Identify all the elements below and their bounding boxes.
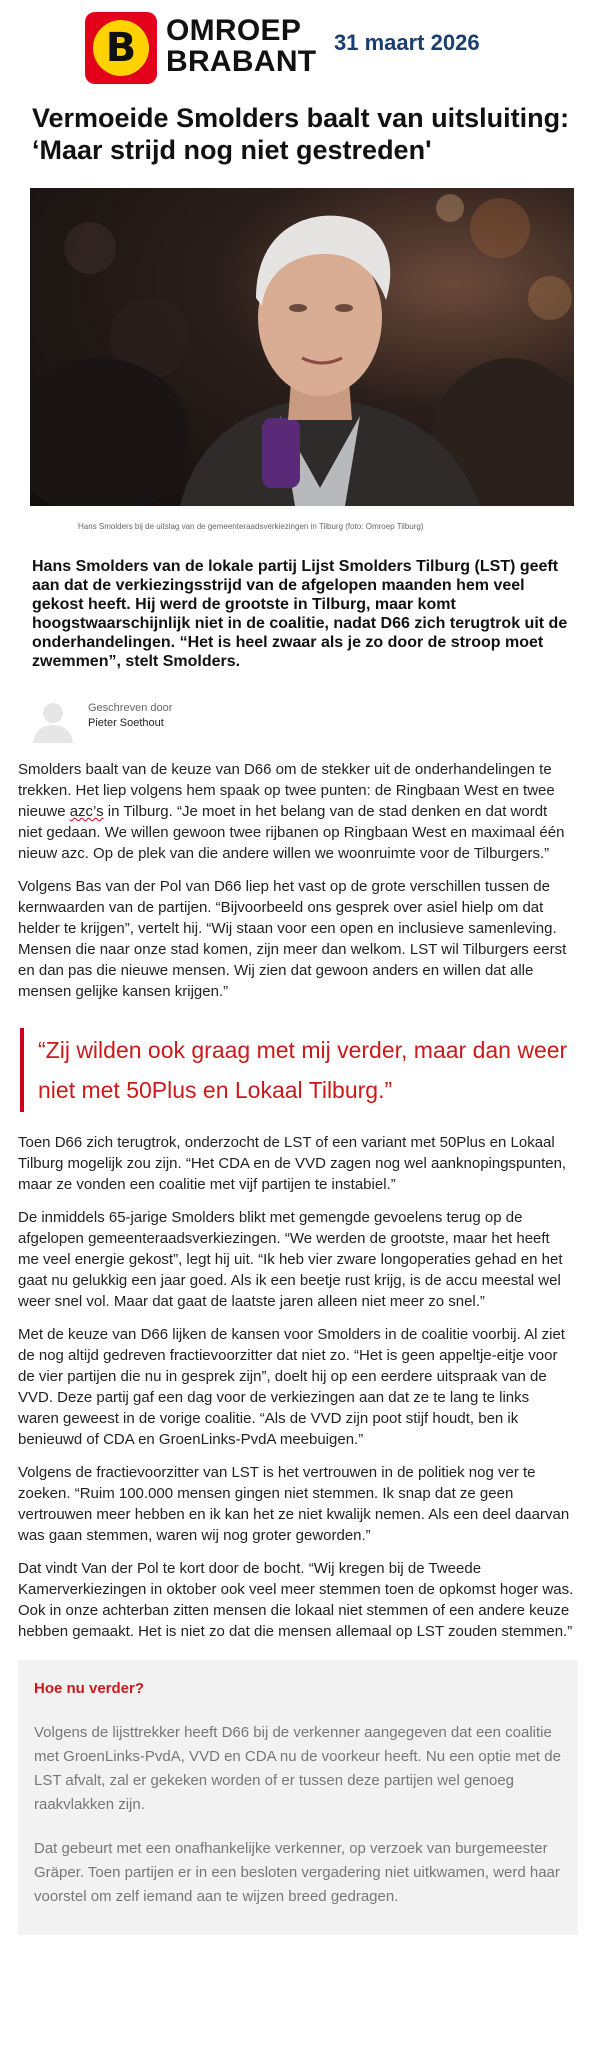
info-box-paragraph-1: Volgens de lijsttrekker heeft D66 bij de verkenner aangegeven dat een coalitie met GroenLinks-PvdA, VVD en CDA nu de voorkeur heeft. Nu een optie met de LST afvalt, zal er gekeken worden of er tussen deze partijen wel genoeg raakvlakken zijn.: [34, 1724, 561, 1813]
headline-line-1: Vermoeide Smolders baalt van uitsluiting:: [32, 103, 570, 133]
author-meta: [88, 701, 172, 731]
portrait-illustration: [30, 188, 574, 506]
photo-caption: Hans Smolders bij de uitslag van de gemeenteraadsverkiezingen in Tilburg (foto: Omroep Tilburg): [78, 522, 424, 531]
masthead: [0, 0, 604, 88]
body-paragraph-2: Volgens Bas van der Pol van D66 liep het vast op de grote verschillen tussen de kernwaarden van de partijen. “Bijvoorbeeld ons gesprek over asiel hielp om dat helder te krijgen”, vertelt hij. “Wij staan voor een open en inclusieve samenleving. Mensen die naar onze stad komen, zijn meer dan welkom. LST wil Tilburgers eerst en dan pas die nieuwe mensen. Wij zien dat gewoon anders en willen dat alle mensen gelijke kansen krijgen.”: [18, 878, 567, 1000]
info-box: [18, 1660, 578, 1935]
info-box-paragraph-2: Dat gebeurt met een onafhankelijke verkenner, op verzoek van burgemeester Gräper. Toen partijen er in een besloten vergadering niet uitkwamen, werd haar voorstel om zelf iemand aan te wijzen breed gedragen.: [34, 1840, 560, 1905]
headline-line-2: ‘Maar strijd nog niet gestreden': [32, 135, 432, 165]
body-paragraph-4: De inmiddels 65-jarige Smolders blikt met gemengde gevoelens terug op de afgelopen gemeenteraadsverkiezingen. “We werden de grootste, maar het heeft me veel energie gekost”, legt hij uit. “Ik heb vier zware longoperaties gehad en het gaat nu gelukkig een jaar goed. Als ik een beetje rust krijg, is de accu meestal wel weer snel vol. Maar dat gaat de laatste jaren alleen niet meer zo snel.”: [18, 1209, 563, 1310]
article-lead: Hans Smolders van de lokale partij Lijst Smolders Tilburg (LST) geeft aan dat de verkiezingsstrijd van de afgelopen maanden hem veel gekost heeft. Hij werd de grootste in Tilburg, maar komt hoogstwaarschijnlijk niet in de coalitie, nadat D66 zich terugtrok uit de onderhandelingen. “Het is heel zwaar als je zo door de stroop moet zwemmen”, stelt Smolders.: [32, 558, 568, 670]
author-name[interactable]: Pieter Soethout: [88, 717, 164, 729]
author-role: Geschreven door: [88, 702, 173, 714]
paragraph-1-start: Smolders baalt van de keuze van D66 om de stekker uit de onderhandelingen te trekken. Het liep volgens hem spaak op twee punten: de Ringbaan West en twee nieuwe: [18, 761, 555, 820]
article-photo[interactable]: [30, 188, 574, 506]
body-paragraph-3: Toen D66 zich terugtrok, onderzocht de LST of een variant met 50Plus en Lokaal Tilburg mogelijk zou zijn. “Het CDA en de VVD zagen nog wel aanknopingspunten, maar ze vonden een coalitie met vijf partijen te instabiel.”: [18, 1134, 567, 1193]
spellcheck-word-azcs: azc’s: [69, 803, 104, 820]
author-byline: [30, 697, 604, 743]
paragraph-1-end: in Tilburg. “Je moet in het belang van de stad denken en dat wordt niet gedaan. We willen gewoon twee rijbanen op Ringbaan West en maximaal één nieuw azc. Op de plek van die andere willen we woonruimte voor de Tilburgers.”: [18, 803, 565, 862]
body-paragraph-5: Met de keuze van D66 lijken de kansen voor Smolders in de coalitie voorbij. Al ziet de nog altijd gedreven fractievoorzitter dat niet zo. “Het is geen appeltje-eitje voor de vier partijen die nu in gesprek zijn”, doelt hij op een eerdere uitspraak van de VVD. Deze partij gaf een dag voor de verkiezingen aan dat ze te lang te links waren geweest in de vorige coalitie. “Als de VVD zijn poot stijf houdt, ben ik benieuwd of CDA en GroenLinks-PvdA meebuigen.”: [18, 1326, 565, 1448]
body-paragraph-1: [18, 759, 574, 864]
brand-line-1: OMROEP: [166, 14, 302, 47]
logo-letter: B: [93, 20, 149, 76]
pull-quote: “Zij wilden ook graag met mij verder, maar dan weer niet met 50Plus en Lokaal Tilburg.”: [20, 1028, 574, 1112]
author-avatar-icon: [30, 697, 76, 743]
publication-date: 31 maart 2026: [334, 30, 480, 55]
info-box-title: Hoe nu verder?: [34, 1680, 145, 1697]
article-headline: [32, 102, 574, 166]
brand-wordmark[interactable]: [166, 15, 316, 77]
body-paragraph-6: Volgens de fractievoorzitter van LST is het vertrouwen in de politiek nog ver te zoeken. “Ruim 100.000 mensen gingen niet stemmen. Ik snap dat ze geen vertrouwen meer hebben en ik kan het ze niet kwalijk nemen. Als een deel daarvan was gaan stemmen, waren wij nog groter geworden.”: [18, 1464, 570, 1544]
omroep-brabant-logo[interactable]: [85, 12, 157, 84]
brand-line-2: BRABANT: [166, 45, 317, 78]
body-paragraph-7: Dat vindt Van der Pol te kort door de bocht. “Wij kregen bij de Tweede Kamerverkiezingen in oktober ook veel meer stemmen toen de opkomst hoger was. Ook in onze achterban zitten mensen die lokaal niet stemmen of een andere keuze hebben gemaakt. Het is niet zo dat die mensen allemaal op LST zouden stemmen.”: [18, 1560, 574, 1640]
